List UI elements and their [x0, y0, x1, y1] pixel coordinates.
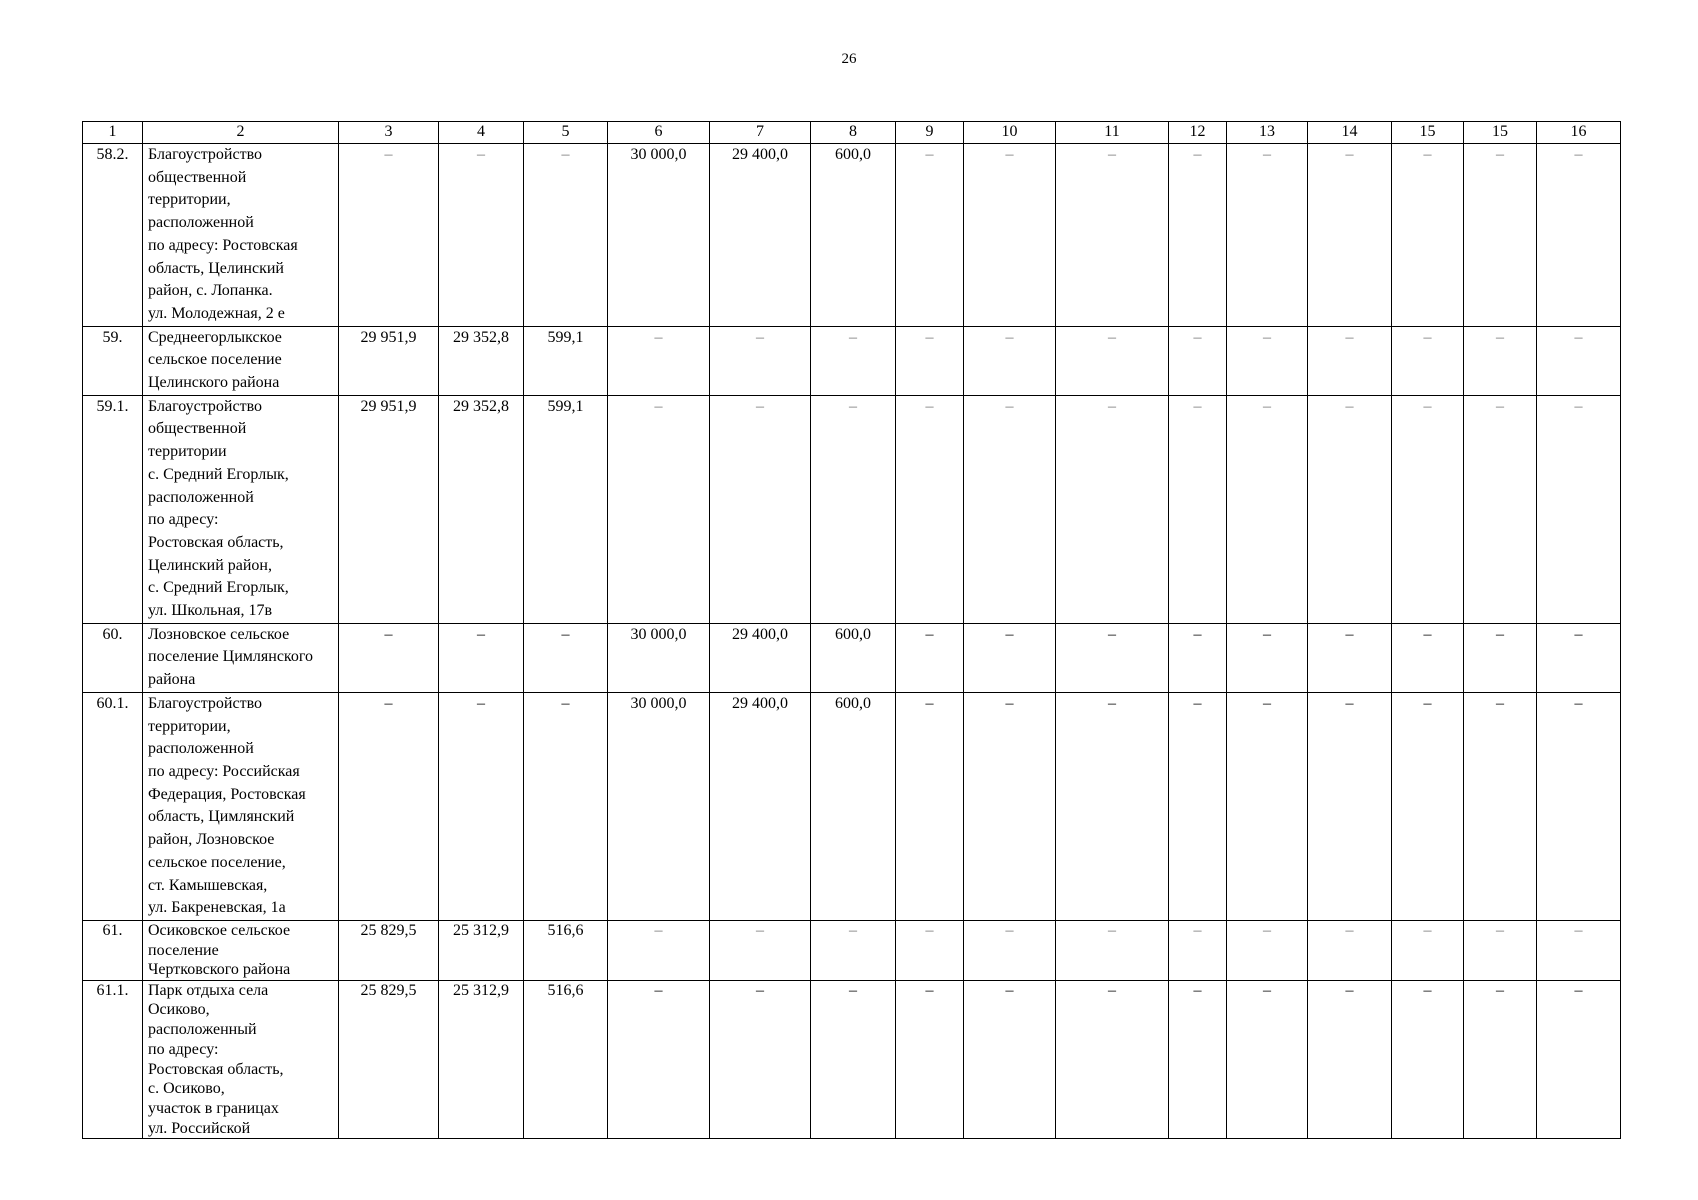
value-cell — [1308, 326, 1392, 395]
dash-value: – — [1574, 625, 1583, 643]
dash-value: – — [1496, 981, 1504, 999]
page-number: 26 — [841, 51, 857, 67]
dash-value: – — [1005, 397, 1014, 415]
value-cell — [608, 980, 710, 1139]
value-cell: 600,0 — [811, 144, 896, 327]
value-cell — [896, 980, 964, 1139]
dash-value: – — [1005, 328, 1014, 346]
header-cell: 12 — [1169, 122, 1227, 144]
dash-value: – — [849, 328, 857, 346]
value-cell: 25 312,9 — [439, 980, 524, 1139]
row-number-cell: 60. — [83, 623, 143, 692]
value-cell — [1392, 144, 1464, 327]
value-cell — [439, 623, 524, 692]
dash-value: – — [1263, 625, 1271, 643]
dash-value: – — [654, 981, 663, 999]
dash-value: – — [384, 625, 393, 643]
header-cell: 15 — [1464, 122, 1537, 144]
header-cell: 2 — [143, 122, 339, 144]
row-name-cell: Осиковское сельское поселение Чертковского района — [143, 920, 339, 980]
dash-value: – — [1423, 921, 1432, 939]
dash-value: – — [1423, 397, 1432, 415]
value-cell — [1464, 144, 1537, 327]
value-cell — [339, 144, 439, 327]
dash-value: – — [1574, 328, 1583, 346]
dash-value: – — [1345, 981, 1354, 999]
dash-value: – — [1496, 921, 1504, 939]
dash-value: – — [1496, 328, 1504, 346]
value-cell: 25 312,9 — [439, 920, 524, 980]
dash-value: – — [1423, 981, 1432, 999]
value-cell: 25 829,5 — [339, 980, 439, 1139]
dash-value: – — [1423, 328, 1432, 346]
dash-value: – — [1423, 625, 1432, 643]
table-row — [83, 692, 1621, 920]
row-name-cell: Благоустройство общественной территории с. Средний Егорлык, расположенной по адресу: Ростовская область, Целинский район, с. Средний Егорлык, ул. Школьная, 17в — [143, 395, 339, 623]
dash-value: – — [1108, 921, 1116, 939]
dash-value: – — [1574, 397, 1583, 415]
dash-value: – — [1423, 146, 1432, 163]
value-cell — [1537, 144, 1621, 327]
dash-value: – — [1345, 694, 1354, 712]
dash-value: – — [1574, 981, 1583, 999]
dash-value: – — [756, 981, 764, 999]
dash-value: – — [1496, 146, 1504, 163]
value-cell: 30 000,0 — [608, 144, 710, 327]
value-cell: 29 951,9 — [339, 326, 439, 395]
dash-value: – — [561, 146, 570, 163]
dash-value: – — [756, 397, 764, 415]
dash-value: – — [925, 921, 934, 939]
value-cell — [964, 623, 1056, 692]
dash-value: – — [925, 981, 934, 999]
value-cell — [1537, 326, 1621, 395]
value-cell — [964, 980, 1056, 1139]
dash-value: – — [384, 694, 393, 712]
header-cell: 7 — [710, 122, 811, 144]
value-cell — [439, 692, 524, 920]
value-cell — [1227, 326, 1308, 395]
value-cell — [1464, 623, 1537, 692]
row-name-cell: Благоустройство общественной территории, расположенной по адресу: Ростовская область, Целинский район, с. Лопанка. ул. Молодежная, 2 е — [143, 144, 339, 327]
row-number-cell: 61.1. — [83, 980, 143, 1139]
table-row — [83, 395, 1621, 623]
value-cell — [811, 980, 896, 1139]
dash-value: – — [925, 694, 934, 712]
header-cell: 6 — [608, 122, 710, 144]
value-cell — [1169, 144, 1227, 327]
value-cell — [1056, 326, 1169, 395]
value-cell — [896, 144, 964, 327]
dash-value: – — [925, 328, 934, 346]
row-name-cell: Лозновское сельское поселение Цимлянского района — [143, 623, 339, 692]
row-number-cell: 58.2. — [83, 144, 143, 327]
dash-value: – — [561, 625, 570, 643]
value-cell: 29 400,0 — [710, 623, 811, 692]
value-cell — [339, 623, 439, 692]
value-cell — [1392, 920, 1464, 980]
value-cell — [1056, 980, 1169, 1139]
value-cell — [1464, 920, 1537, 980]
value-cell — [1227, 980, 1308, 1139]
dash-value: – — [849, 981, 857, 999]
value-cell — [811, 326, 896, 395]
dash-value: – — [477, 146, 485, 163]
header-cell: 8 — [811, 122, 896, 144]
dash-value: – — [925, 146, 934, 163]
header-cell: 16 — [1537, 122, 1621, 144]
row-name-cell: Благоустройство территории, расположенной по адресу: Российская Федерация, Ростовская область, Цимлянский район, Лозновское сельское поселение, ст. Камышевская, ул. Бакреневская, 1а — [143, 692, 339, 920]
value-cell — [339, 692, 439, 920]
dash-value: – — [1263, 397, 1271, 415]
dash-value: – — [756, 921, 764, 939]
value-cell — [1308, 980, 1392, 1139]
value-cell — [1056, 144, 1169, 327]
value-cell — [1392, 623, 1464, 692]
header-row — [83, 122, 1621, 144]
value-cell — [1227, 395, 1308, 623]
value-cell — [811, 395, 896, 623]
value-cell — [1464, 980, 1537, 1139]
dash-value: – — [1005, 694, 1014, 712]
dash-value: – — [1345, 146, 1354, 163]
value-cell — [439, 144, 524, 327]
header-cell: 13 — [1227, 122, 1308, 144]
row-number-cell: 61. — [83, 920, 143, 980]
dash-value: – — [849, 921, 857, 939]
value-cell — [1227, 623, 1308, 692]
row-number-cell: 59. — [83, 326, 143, 395]
value-cell — [896, 395, 964, 623]
dash-value: – — [1263, 328, 1271, 346]
dash-value: – — [477, 625, 485, 643]
value-cell — [1056, 623, 1169, 692]
dash-value: – — [1108, 146, 1116, 163]
budget-table — [82, 121, 1621, 1139]
dash-value: – — [1345, 921, 1354, 939]
table-row — [83, 920, 1621, 980]
dash-value: – — [756, 328, 764, 346]
dash-value: – — [654, 328, 663, 346]
dash-value: – — [1193, 981, 1202, 999]
value-cell: 599,1 — [524, 326, 608, 395]
dash-value: – — [1496, 694, 1504, 712]
dash-value: – — [1574, 921, 1583, 939]
value-cell — [1169, 692, 1227, 920]
header-cell: 4 — [439, 122, 524, 144]
value-cell — [1464, 692, 1537, 920]
dash-value: – — [1005, 146, 1014, 163]
dash-value: – — [1193, 146, 1202, 163]
value-cell: 29 400,0 — [710, 144, 811, 327]
dash-value: – — [1345, 397, 1354, 415]
value-cell — [1227, 144, 1308, 327]
header-cell: 10 — [964, 122, 1056, 144]
value-cell — [1227, 920, 1308, 980]
dash-value: – — [1108, 625, 1116, 643]
row-name-cell: Парк отдыха села Осиково, расположенный по адресу: Ростовская область, с. Осиково, участок в границах ул. Российской — [143, 980, 339, 1139]
value-cell — [1308, 395, 1392, 623]
value-cell: 30 000,0 — [608, 623, 710, 692]
header-cell: 9 — [896, 122, 964, 144]
value-cell — [1308, 692, 1392, 920]
value-cell — [964, 395, 1056, 623]
dash-value: – — [654, 921, 663, 939]
dash-value: – — [1108, 981, 1116, 999]
value-cell — [1308, 920, 1392, 980]
dash-value: – — [1496, 625, 1504, 643]
value-cell — [1308, 623, 1392, 692]
value-cell: 599,1 — [524, 395, 608, 623]
value-cell — [1464, 326, 1537, 395]
value-cell — [1169, 395, 1227, 623]
value-cell — [811, 920, 896, 980]
value-cell — [964, 920, 1056, 980]
row-number-cell: 59.1. — [83, 395, 143, 623]
value-cell — [896, 920, 964, 980]
header-cell: 3 — [339, 122, 439, 144]
value-cell — [710, 326, 811, 395]
dash-value: – — [1193, 694, 1202, 712]
value-cell — [896, 692, 964, 920]
value-cell: 600,0 — [811, 692, 896, 920]
dash-value: – — [1496, 397, 1504, 415]
dash-value: – — [1574, 146, 1583, 163]
value-cell — [964, 692, 1056, 920]
table-row — [83, 144, 1621, 327]
table-row — [83, 980, 1621, 1139]
value-cell — [710, 980, 811, 1139]
value-cell: 516,6 — [524, 920, 608, 980]
value-cell — [1537, 980, 1621, 1139]
dash-value: – — [925, 397, 934, 415]
value-cell — [1392, 326, 1464, 395]
value-cell — [1169, 920, 1227, 980]
value-cell — [710, 920, 811, 980]
dash-value: – — [477, 694, 485, 712]
value-cell — [1056, 395, 1169, 623]
dash-value: – — [1005, 981, 1014, 999]
dash-value: – — [1005, 625, 1014, 643]
value-cell — [1537, 920, 1621, 980]
value-cell: 600,0 — [811, 623, 896, 692]
dash-value: – — [1345, 328, 1354, 346]
dash-value: – — [654, 397, 663, 415]
table-row — [83, 326, 1621, 395]
value-cell — [964, 144, 1056, 327]
dash-value: – — [1263, 981, 1271, 999]
dash-value: – — [1574, 694, 1583, 712]
dash-value: – — [1423, 694, 1432, 712]
header-cell: 1 — [83, 122, 143, 144]
dash-value: – — [1193, 328, 1202, 346]
value-cell — [1056, 920, 1169, 980]
value-cell — [608, 326, 710, 395]
header-cell: 5 — [524, 122, 608, 144]
value-cell — [608, 395, 710, 623]
header-cell: 11 — [1056, 122, 1169, 144]
dash-value: – — [1108, 328, 1116, 346]
value-cell — [1464, 395, 1537, 623]
dash-value: – — [849, 397, 857, 415]
dash-value: – — [561, 694, 570, 712]
value-cell: 29 400,0 — [710, 692, 811, 920]
value-cell — [1227, 692, 1308, 920]
value-cell — [1169, 623, 1227, 692]
value-cell — [608, 920, 710, 980]
value-cell — [1392, 692, 1464, 920]
value-cell — [1392, 980, 1464, 1139]
value-cell: 29 951,9 — [339, 395, 439, 623]
dash-value: – — [1193, 921, 1202, 939]
dash-value: – — [1193, 625, 1202, 643]
dash-value: – — [1263, 694, 1271, 712]
value-cell — [896, 623, 964, 692]
value-cell — [896, 326, 964, 395]
value-cell: 29 352,8 — [439, 326, 524, 395]
dash-value: – — [1263, 146, 1271, 163]
value-cell — [1169, 980, 1227, 1139]
value-cell — [710, 395, 811, 623]
table-row — [83, 623, 1621, 692]
value-cell — [1537, 395, 1621, 623]
dash-value: – — [1108, 694, 1116, 712]
value-cell — [964, 326, 1056, 395]
value-cell — [1169, 326, 1227, 395]
value-cell: 30 000,0 — [608, 692, 710, 920]
value-cell — [1537, 692, 1621, 920]
dash-value: – — [1345, 625, 1354, 643]
header-cell: 15 — [1392, 122, 1464, 144]
value-cell — [524, 692, 608, 920]
row-number-cell: 60.1. — [83, 692, 143, 920]
value-cell — [1537, 623, 1621, 692]
row-name-cell: Среднеегорлыкское сельское поселение Целинского района — [143, 326, 339, 395]
dash-value: – — [1193, 397, 1202, 415]
dash-value: – — [1005, 921, 1014, 939]
value-cell — [524, 144, 608, 327]
value-cell — [1056, 692, 1169, 920]
value-cell: 516,6 — [524, 980, 608, 1139]
dash-value: – — [925, 625, 934, 643]
dash-value: – — [1108, 397, 1116, 415]
value-cell — [524, 623, 608, 692]
header-cell: 14 — [1308, 122, 1392, 144]
value-cell: 29 352,8 — [439, 395, 524, 623]
dash-value: – — [1263, 921, 1271, 939]
dash-value: – — [384, 146, 393, 163]
value-cell: 25 829,5 — [339, 920, 439, 980]
value-cell — [1392, 395, 1464, 623]
value-cell — [1308, 144, 1392, 327]
